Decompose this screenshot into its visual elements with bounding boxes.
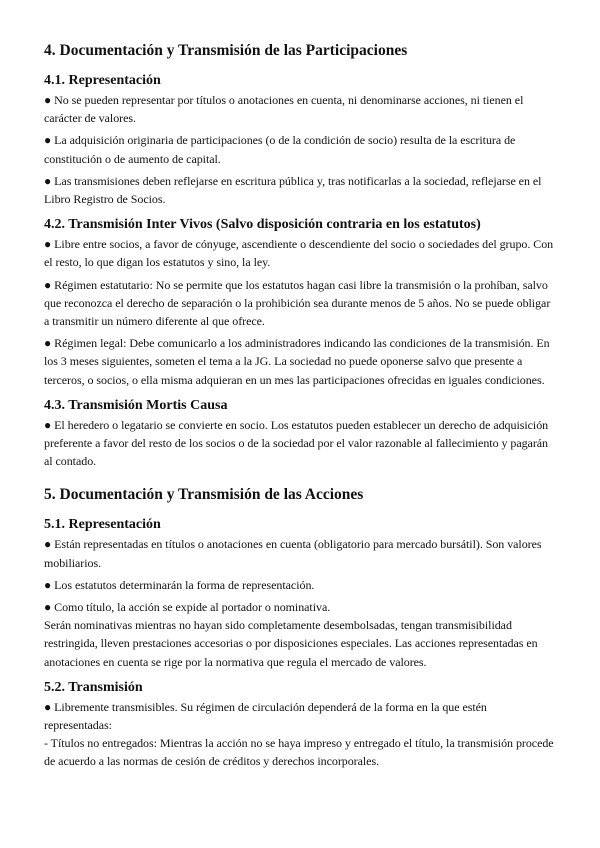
paragraph: ● Los estatutos determinarán la forma de representación. [44,577,315,592]
paragraph: ● El heredero o legatario se convierte en socio. Los estatutos pueden establecer un derecho de adquisición preferente a favor del resto de los socios o de la sociedad por el valor razonable al fallecimiento y pagarán al contado. [44,417,549,469]
subsection-5-2-title: 5.2. Transmisión [44,679,143,695]
paragraph: ● Las transmisiones deben reflejarse en escritura pública y, tras notificarlas a la sociedad, reflejarse en el Libro Registro de Socios. [44,173,542,207]
subsection-4-2-title: 4.2. Transmisión Inter Vivos (Salvo disposición contraria en los estatutos) [44,217,481,233]
paragraph: ● Régimen legal: Debe comunicarlo a los administradores indicando las condiciones de la transmisión. En los 3 meses siguientes, someten el tema a la JG. La sociedad no puede oponerse salvo que presente a terceros, o socios, o ella misma adquieran en un mes las participaciones ofrecidas en iguales condiciones. [44,336,550,387]
subsection-4-1-title: 4.1. Representación [44,73,161,88]
subsection-5-1-title: 5.1. Representación [44,517,161,533]
paragraph: - Títulos no entregados: Mientras la acción no se haya impreso y entregado el título, la transmisión procede de acuerdo a las normas de cesión de créditos y derechos incorporales. [44,736,554,769]
paragraph: ● Libremente transmisibles. Su régimen de circulación dependerá de la forma en la que estén representadas: [44,699,487,733]
section-4-title: 4. Documentación y Transmisión de las Participaciones [44,42,408,59]
paragraph: ● Libre entre socios, a favor de cónyuge, ascendiente o descendiente del socio o sociedades del grupo. Con el resto, lo que digan los estatutos y sino, la ley. [44,237,554,270]
subsection-4-3-title: 4.3. Transmisión Mortis Causa [44,397,228,413]
paragraph: Serán nominativas mientras no hayan sido completamente desembolsadas, tengan transmisibilidad restringida, lleven prestaciones accesorias o por disposiciones especiales. Las acciones representadas en anotaciones en cuenta se rige por la normativa que regula el mercado de valores. [44,618,538,669]
section-5-title: 5. Documentación y Transmisión de las Acciones [44,486,364,504]
paragraph: ● No se pueden representar por títulos o anotaciones en cuenta, ni denominarse acciones, ni tienen el carácter de valores. [44,93,524,126]
paragraph: ● Régimen estatutario: No se permite que los estatutos hagan casi libre la transmisión o la prohíban, salvo que reconozca el derecho de separación o la prohibición sea durante menos de 5 años. No se puede obligar a transmitir un número diferente al que ofrece. [44,277,551,329]
paragraph: ● La adquisición originaria de participaciones (o de la condición de socio) resulta de la escritura de constitución o de aumento de capital. [44,133,516,166]
paragraph: ● Están representadas en títulos o anotaciones en cuenta (obligatorio para mercado bursátil). Son valores mobiliarios. [44,537,542,570]
paragraph: ● Como título, la acción se expide al portador o nominativa. [44,600,331,615]
